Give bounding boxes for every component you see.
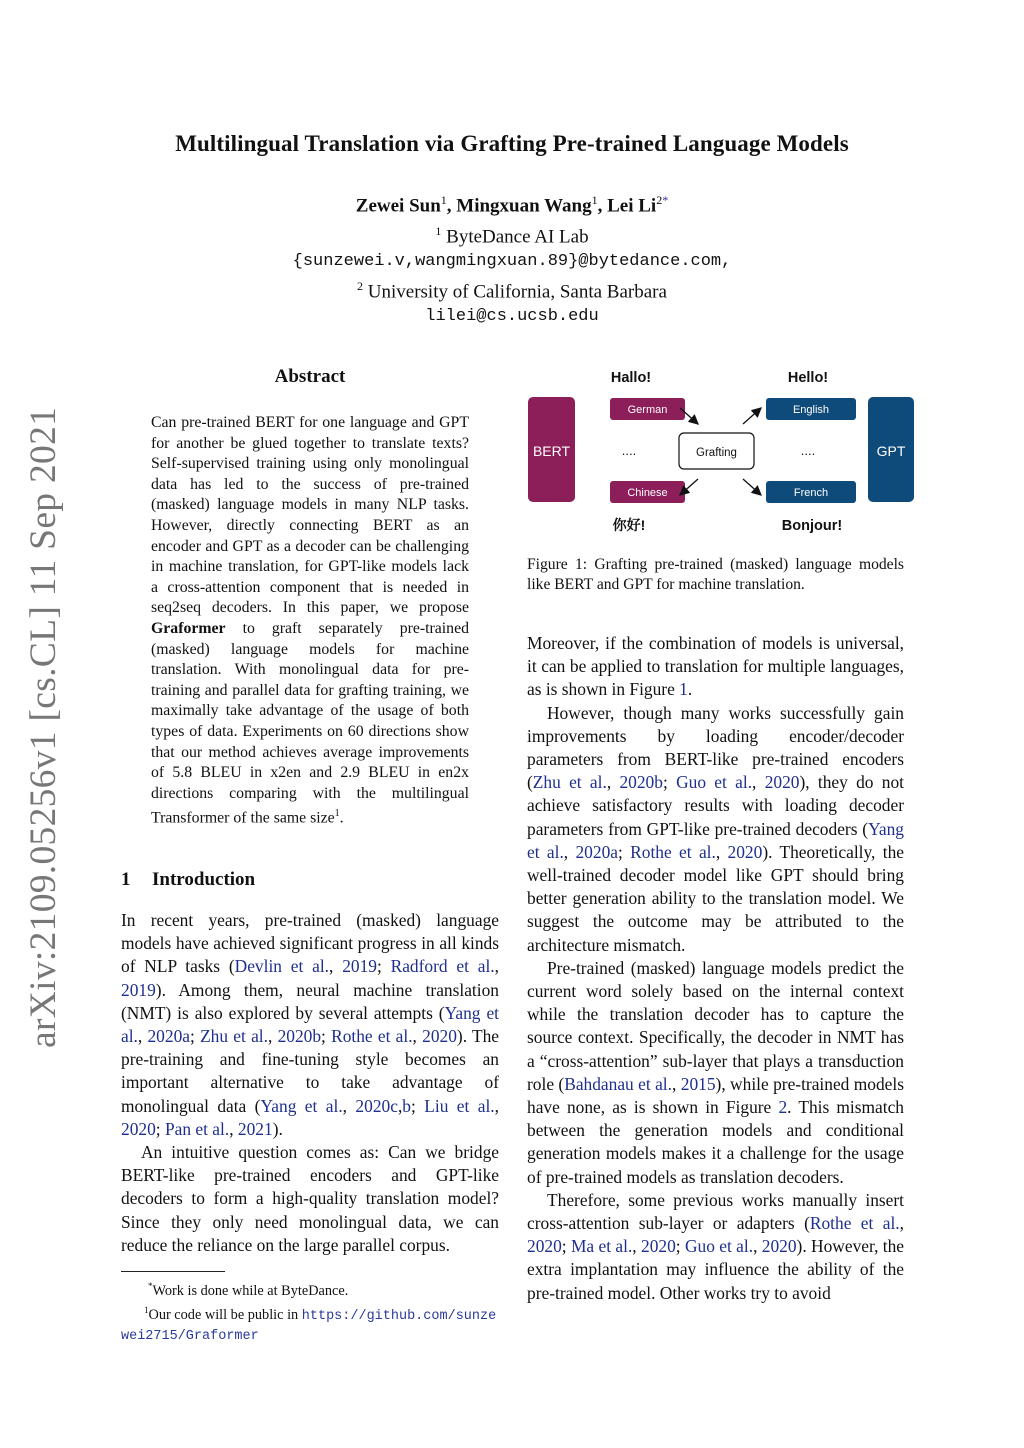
lang-german: German xyxy=(627,404,668,416)
citation-link[interactable]: 1 xyxy=(679,679,688,700)
paragraph: Moreover, if the combination of models is universal, it can be applied to translation for multiple languages, as is shown in Figure 1. xyxy=(527,633,904,700)
paragraph: In recent years, pre-trained (masked) language models have achieved significant progress in all kinds of NLP tasks (Devlin et al., 2019; Radford et al., 2019). Among them, neural machine translation (NMT) is also explored by several attempts (Yang et al., 2020a; Zhu et al., 2020b; Rothe et al., 2020). The pre-training and fine-tuning style becomes an important alternative to take advantage of monolingual data (Yang et al., 2020c,b; Liu et al., 2020; Pan et al., 2021). xyxy=(121,910,499,1139)
section-heading xyxy=(121,869,255,891)
email-line[interactable]: lilei@cs.ucsb.edu xyxy=(425,306,599,326)
label-nihao: 你好! xyxy=(612,517,646,533)
section-number: 1 xyxy=(121,869,131,890)
ellipsis-left: .... xyxy=(621,443,637,458)
label-bonjour: Bonjour! xyxy=(781,518,843,534)
affiliation-name: University of California, Santa Barbara xyxy=(367,281,667,303)
arxiv-identifier[interactable]: arXiv:2109.05256v1 [cs.CL] 11 Sep 2021 xyxy=(23,406,64,1048)
abstract-part: Can pre-trained BERT for one language and GPT for another be glued together to translate texts? Self-supervised training using only monolingual data has led to the success of pre-trained (masked) language models in many NLP tasks. However, directly connecting BERT as an encoder and GPT as a decoder can be challenging in machine translation, for GPT-like models lack a cross-attention component that is needed in seq2seq decoders. In this paper, we propose xyxy=(151,414,469,617)
footnote-rule xyxy=(121,1271,225,1272)
citation-link[interactable]: 2020a xyxy=(147,1026,190,1047)
corresponding-mark: * xyxy=(662,193,669,207)
citation-link[interactable]: Pan et al. xyxy=(164,1118,230,1139)
citation-link[interactable]: 2020b xyxy=(277,1026,322,1047)
grafting-label: Grafting xyxy=(696,447,737,459)
citation-link[interactable]: Devlin et al. xyxy=(234,956,330,977)
citation-link[interactable]: 2 xyxy=(778,1097,788,1118)
author-mark: 2 xyxy=(656,193,663,207)
label-hello: Hello! xyxy=(787,370,829,386)
footnote-ref[interactable]: 1 xyxy=(334,808,340,820)
label-hallo: Hallo! xyxy=(610,370,652,386)
citation-link[interactable]: 2020 xyxy=(761,1236,797,1257)
citation-link[interactable]: 2020 xyxy=(641,1236,676,1257)
intro-text xyxy=(121,909,499,1257)
email-line[interactable]: {sunzewei.v,wangmingxuan.89}@bytedance.com, xyxy=(292,251,732,271)
lang-french: French xyxy=(793,487,829,499)
citation-link[interactable]: Guo et al. xyxy=(676,772,753,793)
citation-link[interactable]: Yang et al. xyxy=(527,818,904,862)
citation-link[interactable]: Liu et al. xyxy=(424,1095,495,1116)
affiliation-mark: 1 xyxy=(435,223,442,238)
method-name: Graformer xyxy=(151,619,226,637)
citation-link[interactable]: 2020 xyxy=(727,841,763,862)
paper-title: Multilingual Translation via Grafting Pre-trained Language Models xyxy=(175,131,849,156)
citation-link[interactable]: b xyxy=(402,1095,411,1116)
arrow-grafting-to-english xyxy=(743,408,761,424)
gpt-label: GPT xyxy=(876,443,906,459)
footnote-text: Our code will be public in xyxy=(148,1306,302,1323)
footnote-mark: 1 xyxy=(144,1304,149,1315)
paragraph: Pre-trained (masked) language models predict the current word solely based on the internal context while the translation decoder has to capture the source context. Specifically, the decoder in NMT has a “cross-attention” sub-layer that plays a transduction role (Bahdanau et al., 2015), while pre-trained models have none, as is shown in Figure 2. This mismatch between the generation models and conditional generation models makes it a challenge for the usage of pre-trained models as translation decoders. xyxy=(527,957,904,1187)
citation-link[interactable]: Zhu et al. xyxy=(200,1026,268,1047)
author-name: Lei Li xyxy=(607,195,657,217)
author-name: Zewei Sun xyxy=(355,195,441,217)
citation-link[interactable]: 2015 xyxy=(680,1073,716,1094)
affiliation-line xyxy=(0,219,1024,250)
abstract-text xyxy=(151,413,469,829)
author-mark: 1 xyxy=(591,193,598,207)
section-title: Introduction xyxy=(152,869,256,890)
citation-link[interactable]: Bahdanau et al. xyxy=(564,1073,672,1094)
abstract-part: to graft separately pre-trained (masked) language models for machine translation. With monolingual data for pre-training and parallel data for grafting training, we maximally take advantage of the usage of both types of data. Experiments on 60 directions show that our method achieves average improvements of 5.8 BLEU in x2en and 2.9 BLEU in en2x directions comparing with the multilingual Transformer of the same size xyxy=(151,619,469,827)
affiliation-name: ByteDance AI Lab xyxy=(446,226,589,248)
author-separator: , xyxy=(446,195,457,217)
citation-link[interactable]: 2021 xyxy=(237,1118,273,1139)
citation-link[interactable]: 2019 xyxy=(121,979,156,1000)
lang-english: English xyxy=(792,404,830,416)
author-name: Mingxuan Wang xyxy=(456,195,592,217)
paragraph: However, though many works successfully gain improvements by loading encoder/decoder parameters from BERT-like pre-trained encoders (Zhu et al., 2020b; Guo et al., 2020), they do not achieve satisfactory results with loading decoder parameters from GPT-like pre-trained decoders (Yang et al., 2020a; Rothe et al., 2020). Theoretically, the well-trained decoder model like GPT should bring better generation ability to the translation model. We suggest the outcome may be attributed to the architecture mismatch. xyxy=(527,702,905,955)
ellipsis-right: .... xyxy=(800,443,816,458)
citation-link[interactable]: 2020b xyxy=(619,772,663,793)
abstract-end: . xyxy=(339,809,344,827)
author-block xyxy=(0,188,1024,329)
paragraph: An intuitive question comes as: Can we bridge BERT-like pre-trained encoders and GPT-like decoders to form a high-quality translation model? Since they only need monolingual data, we can reduce the reliance on the large parallel corpus. xyxy=(121,1142,499,1255)
figure-1-diagram xyxy=(525,362,917,542)
footnote-mark: * xyxy=(148,1281,153,1291)
paragraph: Therefore, some previous works manually insert cross-attention sub-layer or adapters (Rothe et al., 2020; Ma et al., 2020; Guo et al., 2020). However, the extra implantation may influence the ability of the pre-trained model. Other works try to avoid xyxy=(527,1189,905,1303)
citation-link[interactable]: 2020 xyxy=(527,1236,562,1257)
citation-link[interactable]: 2020 xyxy=(764,772,800,793)
right-column-text xyxy=(527,632,904,1305)
footnote xyxy=(121,1277,501,1301)
citation-link[interactable]: 2020c xyxy=(355,1095,398,1116)
citation-link[interactable]: Rothe et al. xyxy=(331,1026,413,1047)
author-line xyxy=(0,188,1024,219)
citation-link[interactable]: Ma et al. xyxy=(570,1236,633,1257)
citation-link[interactable]: 2020 xyxy=(422,1026,457,1047)
citation-link[interactable]: Yang et al. xyxy=(121,1002,499,1047)
bert-label: BERT xyxy=(532,443,571,459)
citation-link[interactable]: Radford et al. xyxy=(390,956,495,977)
abstract-heading: Abstract xyxy=(274,366,346,387)
author-separator: , xyxy=(597,195,608,217)
citation-link[interactable]: Rothe et al. xyxy=(809,1213,900,1234)
footnote-text: Work is done while at ByteDance. xyxy=(152,1282,349,1299)
footnotes xyxy=(121,1277,501,1346)
citation-link[interactable]: Yang et al. xyxy=(260,1095,343,1116)
lang-chinese: Chinese xyxy=(627,487,668,499)
citation-link[interactable]: 2019 xyxy=(342,956,377,977)
affiliation-line xyxy=(0,274,1024,305)
citation-link[interactable]: 2020a xyxy=(575,841,618,862)
footnote xyxy=(121,1301,501,1346)
citation-link[interactable]: Guo et al. xyxy=(684,1236,754,1257)
citation-link[interactable]: Zhu et al. xyxy=(532,772,607,793)
affiliation-mark: 2 xyxy=(357,279,364,294)
code-link[interactable]: https://github.com/sunzewei2715/Graformer xyxy=(121,1308,497,1344)
arrow-grafting-to-french xyxy=(743,479,761,495)
citation-link[interactable]: Rothe et al. xyxy=(630,841,716,862)
figure-caption: Figure 1: Grafting pre-trained (masked) language models like BERT and GPT for machine translation. xyxy=(527,556,904,594)
author-mark: 1 xyxy=(440,193,447,207)
citation-link[interactable]: 2020 xyxy=(121,1118,156,1139)
